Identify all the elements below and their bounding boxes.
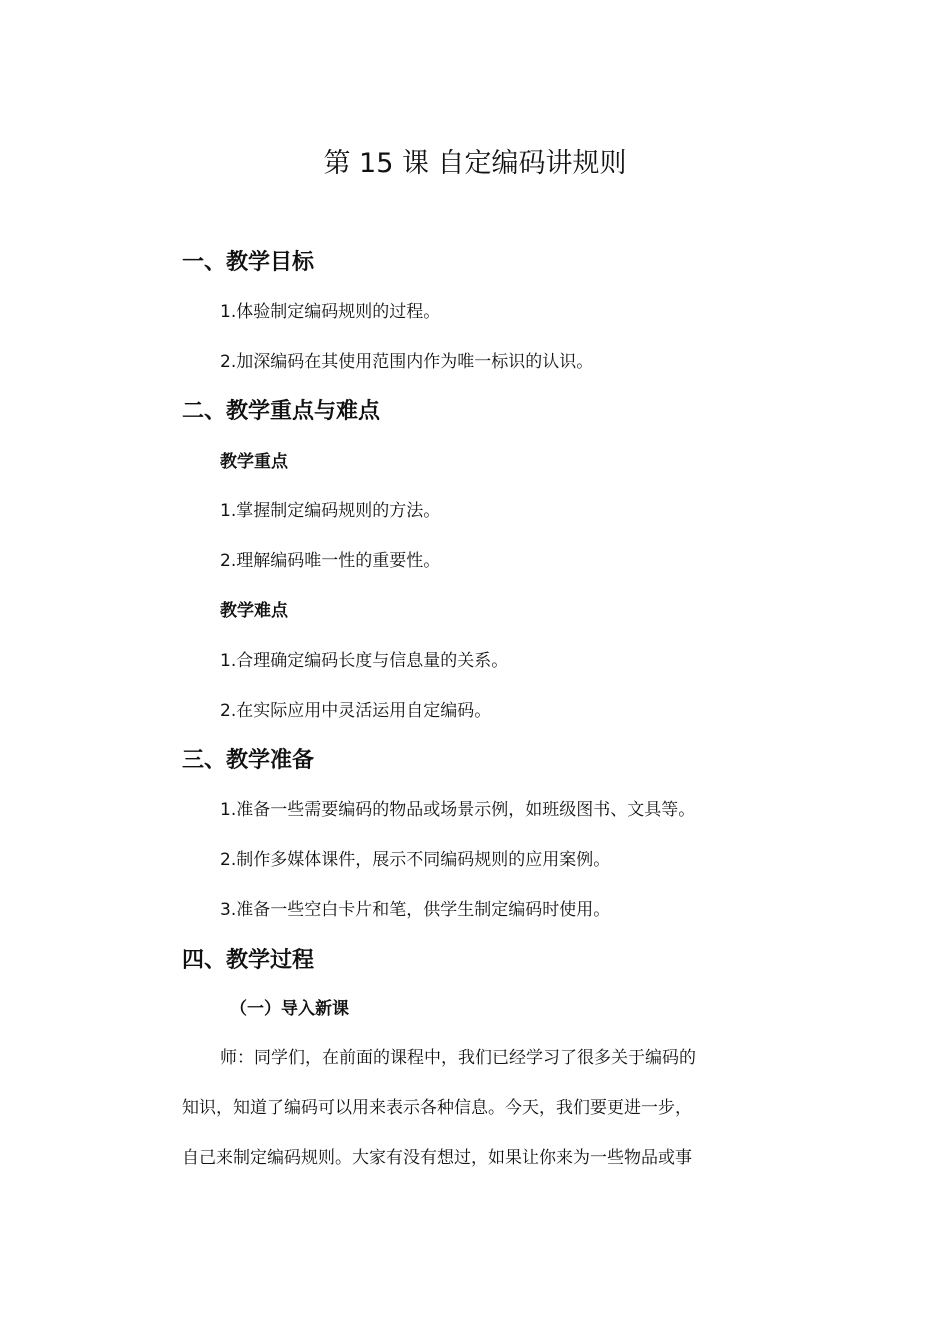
key-point-item: 1.掌握制定编码规则的方法。	[220, 501, 441, 521]
subheading-key-points: 教学重点	[220, 452, 288, 472]
page-title: 第 15 课 自定编码讲规则	[323, 148, 627, 179]
paragraph-line: 自己来制定编码规则。大家有没有想过，如果让你来为一些物品或事	[182, 1148, 692, 1168]
section-heading-key-difficult: 二、教学重点与难点	[182, 399, 381, 424]
paragraph-line: 师：同学们，在前面的课程中，我们已经学习了很多关于编码的	[220, 1048, 696, 1068]
objective-item: 2.加深编码在其使用范围内作为唯一标识的认识。	[220, 352, 594, 372]
intro-paragraph	[182, 1033, 772, 1183]
section-heading-process: 四、教学过程	[182, 948, 315, 973]
preparation-item: 3.准备一些空白卡片和笔，供学生制定编码时使用。	[220, 900, 611, 920]
key-point-item: 2.理解编码唯一性的重要性。	[220, 551, 441, 571]
preparation-item: 1.准备一些需要编码的物品或场景示例，如班级图书、文具等。	[220, 800, 696, 820]
subheading-intro: （一）导入新课	[230, 999, 349, 1019]
section-heading-objectives: 一、教学目标	[182, 250, 315, 275]
difficult-point-item: 2.在实际应用中灵活运用自定编码。	[220, 701, 492, 721]
subheading-difficult-points: 教学难点	[220, 601, 288, 621]
paragraph-line: 知识，知道了编码可以用来表示各种信息。今天，我们要更进一步，	[182, 1098, 692, 1118]
difficult-point-item: 1.合理确定编码长度与信息量的关系。	[220, 651, 509, 671]
section-heading-preparation: 三、教学准备	[182, 748, 315, 773]
preparation-item: 2.制作多媒体课件，展示不同编码规则的应用案例。	[220, 850, 611, 870]
objective-item: 1.体验制定编码规则的过程。	[220, 302, 441, 322]
